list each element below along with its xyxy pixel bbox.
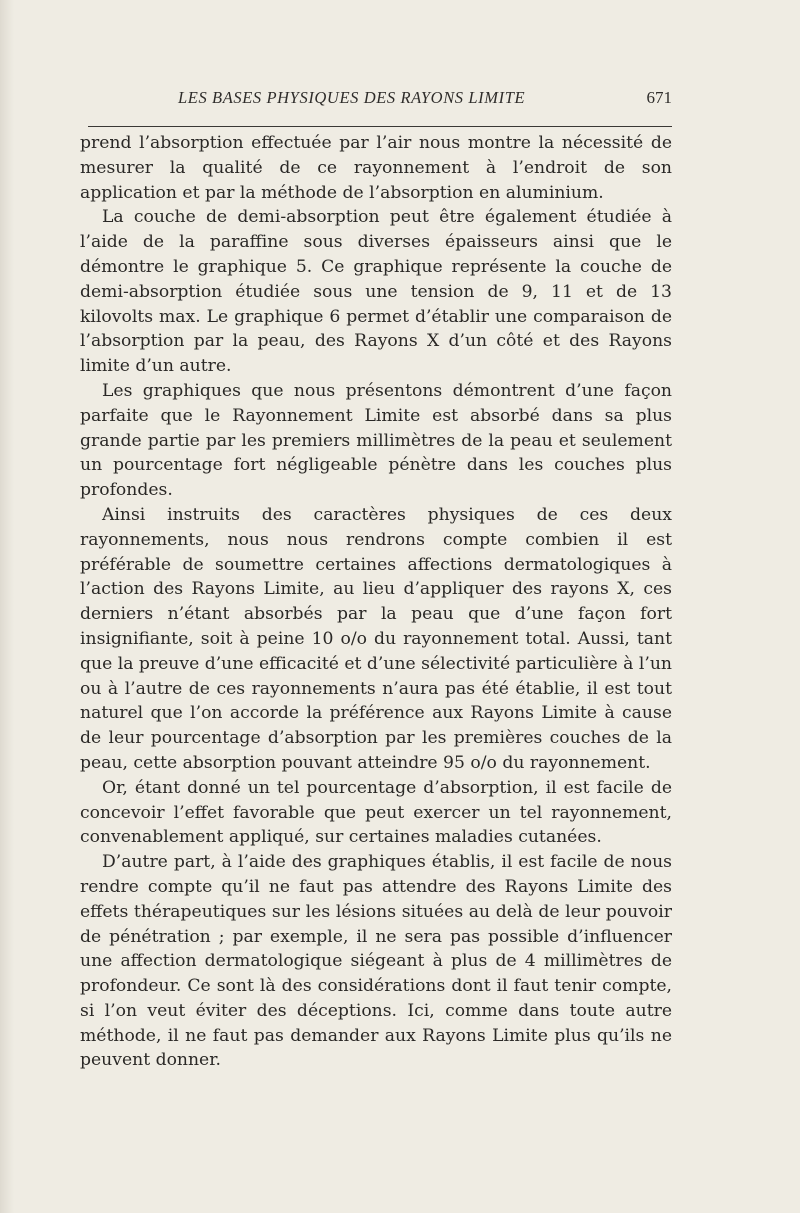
paragraph-demi-absorption: La couche de demi-absorption peut être également étudiée à l’aide de la paraffine sous diverses épaisseurs ainsi que le démontre le graphique 5. Ce graphique représente la couche de demi-absorption étudiée sous une tension de 9, 11 et de 13 kilovolts max. Le graphique 6 permet d’établir une comparaison de l’absorption par la peau, des Rayons X d’un côté et des Rayons limite d’un autre.: [80, 207, 672, 377]
page-edge-shadow: [0, 0, 14, 1213]
paragraph-graphiques: Les graphiques que nous présentons démontrent d’une façon parfaite que le Rayonnement Limite est absorbé dans sa plus grande partie par les premiers millimètres de la peau et seulement un pourcentage fort négligeable pénètre dans les couches plus profondes.: [80, 380, 672, 501]
paragraph-continued: prend l’absorption effectuée par l’air nous montre la nécessité de mesurer la qualité de ce rayonnement à l’endroit de son application et par la méthode de l’absorption en aluminium.: [80, 133, 672, 203]
paragraph-ainsi-instruits: Ainsi instruits des caractères physiques de ces deux rayonnements, nous nous rendrons compte combien il est préférable de soumettre certaines affections dermatologiques à l’action des Rayons Limite, au lieu d’appliquer des rayons X, ces derniers n’étant absorbés par la peau que d’une façon fort insignifiante, soit à peine 10 o/o du rayonnement total. Aussi, tant que la preuve d’une efficacité et d’une sélectivité particulière à l’un ou à l’autre de ces rayonnements n’aura pas été établie, il est tout naturel que l’on accorde la préférence aux Rayons Limite à cause de leur pourcentage d’absorption par les premières couches de la peau, cette absorption pouvant atteindre 95 o/o du rayonnement.: [80, 504, 672, 773]
body-text: [80, 131, 672, 1073]
paragraph-pourcentage: Or, étant donné un tel pourcentage d’absorption, il est facile de concevoir l’effet favorable que peut exercer un tel rayonnement, convenablement appliqué, sur certaines maladies cutanées.: [80, 777, 672, 848]
paragraph-autre-part: D’autre part, à l’aide des graphiques établis, il est facile de nous rendre compte qu’il ne faut pas attendre des Rayons Limite des effets thérapeutiques sur les lésions situées au delà de leur pouvoir de pénétration ; par exemple, il ne sera pas possible d’influencer une affection dermatologique siégeant à plus de 4 millimètres de profondeur. Ce sont là des considérations dont il faut tenir compte, si l’on veut éviter des déceptions. Ici, comme dans toute autre méthode, il ne faut pas demander aux Rayons Limite plus qu’ils ne peuvent donner.: [80, 852, 672, 1071]
running-title: LES BASES PHYSIQUES DES RAYONS LIMITE: [178, 88, 526, 107]
header-rule: [88, 126, 672, 127]
page-number: 671: [646, 88, 672, 107]
running-head: [80, 88, 676, 114]
